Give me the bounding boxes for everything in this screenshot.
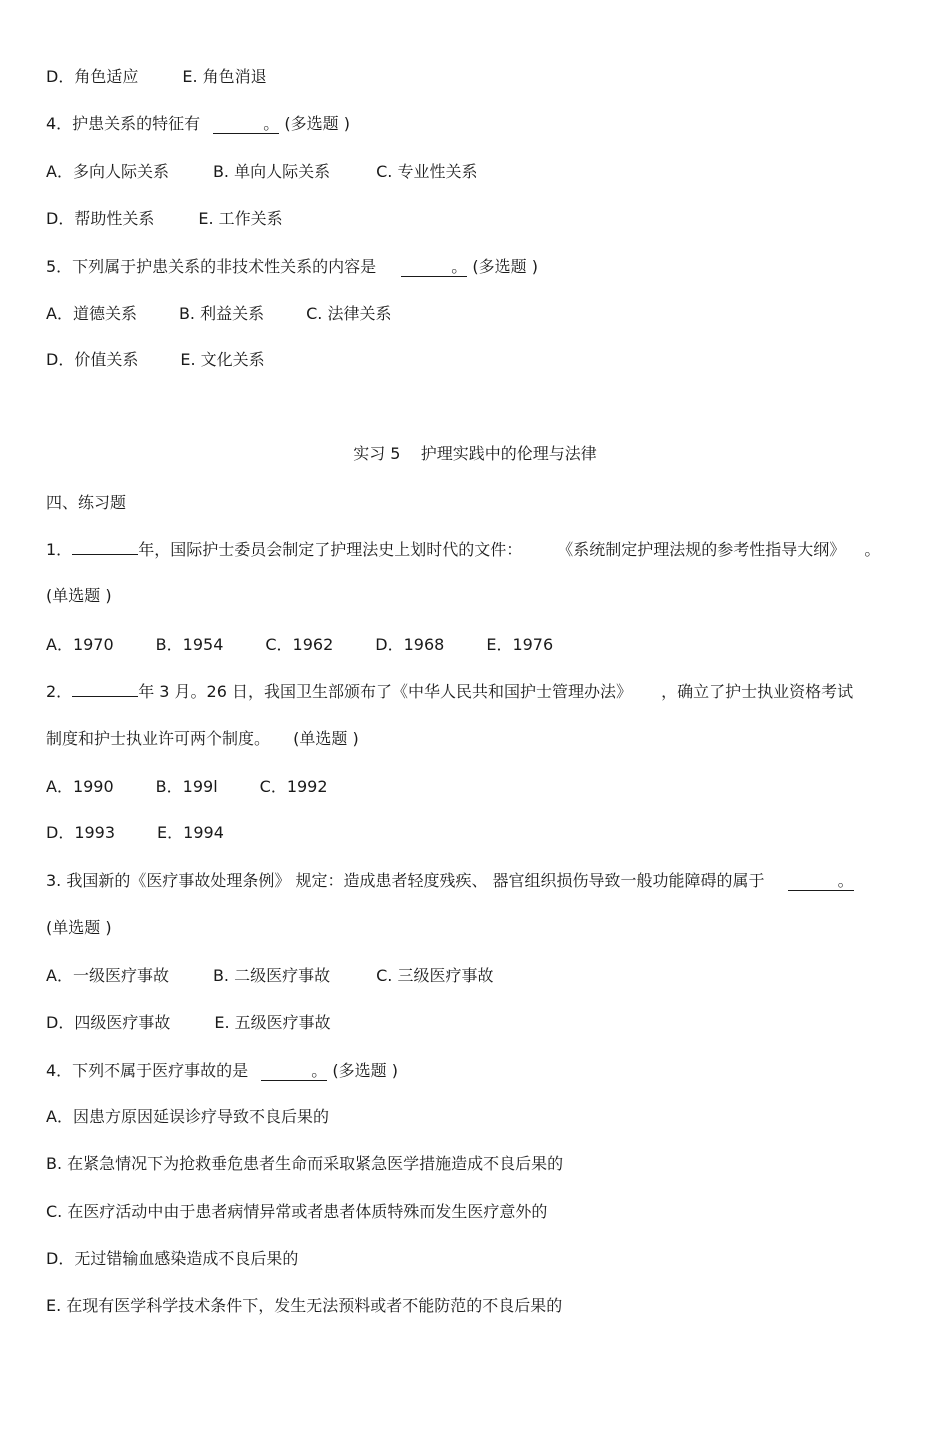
option-c: C. 三级医疗事故 [376,966,494,985]
answer-blank: 。 [261,1062,327,1081]
document-title: 《系统制定护理法规的参考性指导大纲》 [557,540,846,559]
section-heading: 四、练习题 [46,493,127,512]
option-row [46,965,493,987]
option-b: B. 在紧急情况下为抢救垂危患者生命而采取紧急医学措施造成不良后果的 [46,1154,564,1173]
option-row [46,822,224,844]
option-b: B．1954 [155,635,224,654]
option-e: E．1994 [157,823,224,842]
question-2-line2 [46,728,359,750]
answer-blank [72,696,138,697]
option-a: A．因患方原因延误诊疗导致不良后果的 [46,1107,329,1126]
question-type: (多选题 ) [332,1061,398,1080]
option-b: B. 单向人际关系 [212,162,331,181]
answer-blank: 。 [788,872,854,891]
question-1 [46,539,880,561]
option-c: C. 专业性关系 [376,162,478,181]
option-b: B．199l [155,777,218,796]
question-4 [46,1060,398,1082]
question-number: 1． [46,540,73,559]
option-b: B. 利益关系 [178,304,265,323]
option-c: C．1962 [265,635,334,654]
option-row [46,349,265,371]
question-type: (单选题 ) [293,729,359,748]
option-c: C．1992 [259,777,328,796]
option-a: A．一级医疗事故 [46,966,169,985]
question-text: 3. 我国新的《医疗事故处理条例》 规定：造成患者轻度残疾、 器官组织损伤导致一般功能障碍的属于 [46,871,765,890]
question-text-cont: ，确立了护士执业资格考试 [661,682,854,701]
option-e: E．1976 [486,635,554,654]
option-row [46,776,328,798]
option-row [46,303,391,325]
question-text: 制度和护士执业许可两个制度。 [46,729,271,748]
option-c: C. 法律关系 [306,304,392,323]
option-d: D．四级医疗事故 [46,1013,171,1032]
question-type: (多选题 ) [472,257,538,276]
option-e: E. 五级医疗事故 [214,1013,331,1032]
question-2 [46,681,853,703]
option-a: A．多向人际关系 [46,162,169,181]
answer-blank [72,554,138,555]
question-text: 5．下列属于护患关系的非技术性关系的内容是 [46,257,377,276]
option-row [46,161,477,183]
option-e: E. 工作关系 [198,209,283,228]
option-row [46,66,267,88]
option-c: C. 在医疗活动中由于患者病情异常或者患者体质特殊而发生医疗意外的 [46,1202,548,1221]
question-5-prev [46,256,538,278]
question-4-prev [46,113,350,135]
question-3 [46,870,854,892]
question-type: (单选题 ) [46,586,112,605]
question-type: (多选题 ) [284,114,350,133]
question-text: 年，国际护士委员会制定了护理法史上划时代的文件： [138,540,523,559]
question-type: (单选题 ) [46,918,112,937]
option-d: D．无过错输血感染造成不良后果的 [46,1249,299,1268]
question-number: 2． [46,682,73,701]
question-end: 。 [864,540,881,559]
question-text: 4．下列不属于医疗事故的是 [46,1061,249,1080]
option-d: D．角色适应 [46,67,139,86]
option-row [46,634,553,656]
option-d: D．1993 [46,823,116,842]
option-a: A．道德关系 [46,304,137,323]
option-e: E. 在现有医学科学技术条件下，发生无法预料或者不能防范的不良后果的 [46,1296,563,1315]
option-b: B. 二级医疗事故 [212,966,331,985]
option-d: D．1968 [375,635,445,654]
option-row [46,208,283,230]
option-a: A．1990 [46,777,114,796]
answer-blank: 。 [401,258,467,277]
option-d: D．帮助性关系 [46,209,155,228]
option-a: A．1970 [46,635,114,654]
option-e: E. 角色消退 [182,67,267,86]
option-e: E. 文化关系 [180,350,265,369]
answer-blank: 。 [213,115,279,134]
question-text: 年 3 月。26 日，我国卫生部颁布了《中华人民共和国护士管理办法》 [138,682,632,701]
option-row [46,1012,331,1034]
question-text: 4．护患关系的特征有 [46,114,201,133]
section-title: 实习 5 护理实践中的伦理与法律 [353,444,597,463]
option-d: D．价值关系 [46,350,139,369]
